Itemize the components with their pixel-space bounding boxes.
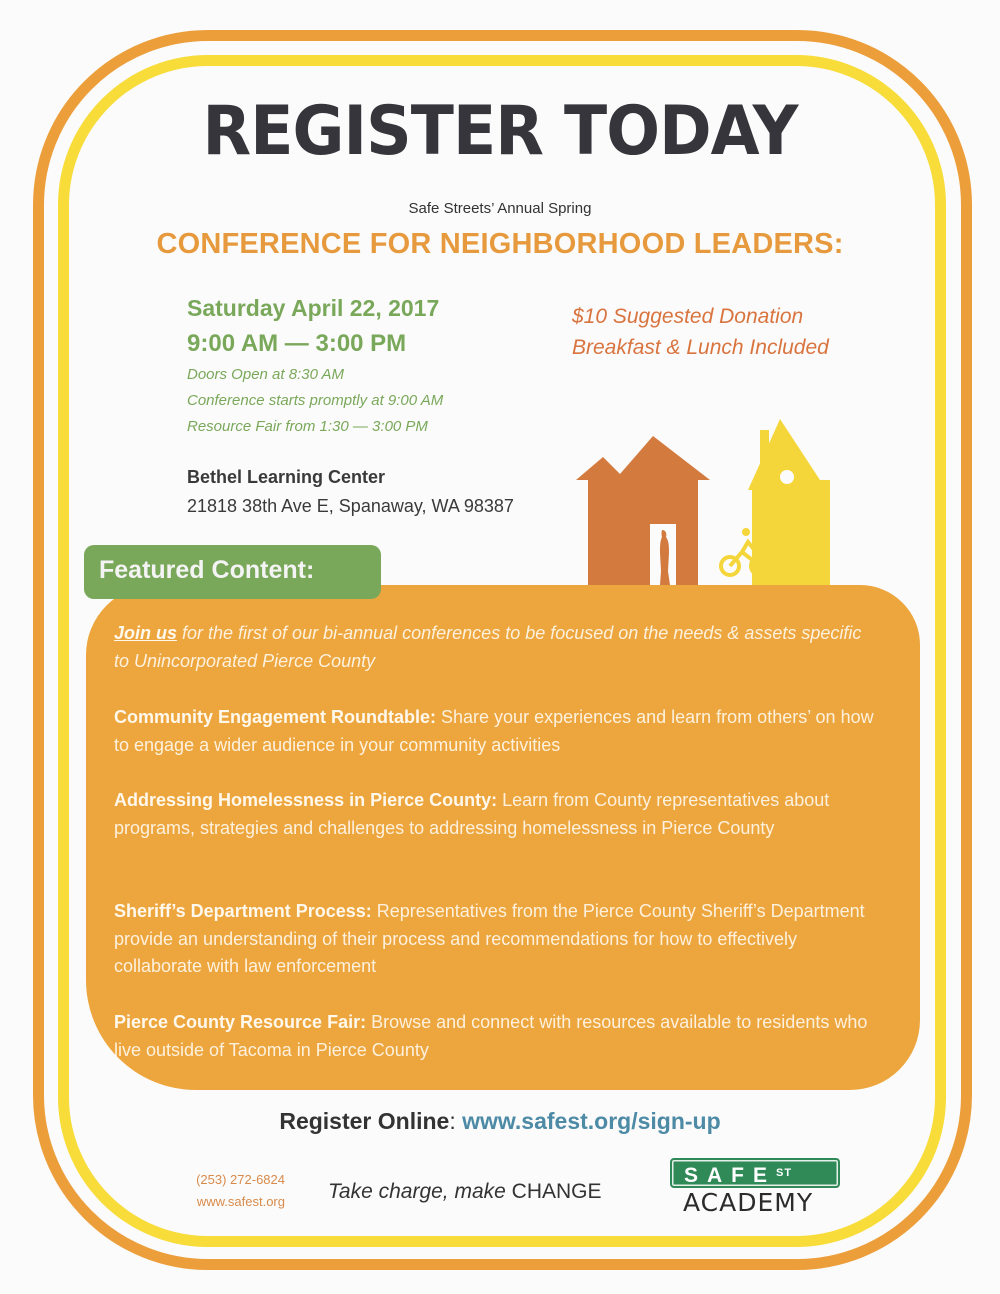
houses-illustration (570, 412, 850, 592)
orange-house-icon (576, 436, 710, 592)
item-text: Browse and connect with resources available to residents who live outside of Tacoma in Pierce County (114, 1012, 868, 1060)
register-url-link[interactable]: www.safest.org/sign-up (462, 1108, 721, 1134)
meals-text: Breakfast & Lunch Included (572, 336, 829, 359)
intro-text: for the first of our bi-annual conferences to be focused on the needs & assets specific to Unincorporated Pierce County (114, 623, 862, 671)
sign-superscript: ST (776, 1167, 793, 1179)
resource-fair-time-text: Resource Fair from 1:30 — 3:00 PM (187, 418, 428, 435)
register-colon: : (449, 1108, 463, 1134)
venue-address: 21818 38th Ave E, Spanaway, WA 98387 (187, 496, 514, 516)
featured-content-tab: Featured Content: (84, 545, 381, 599)
safe-st-street-sign-logo (670, 1158, 840, 1188)
item-heading: Pierce County Resource Fair: (114, 1012, 367, 1032)
sign-text: SAFE (684, 1164, 777, 1187)
tagline-italic: Take charge, make (328, 1180, 512, 1203)
featured-item-resource-fair (114, 1009, 874, 1064)
conference-start-text: Conference starts promptly at 9:00 AM (187, 392, 444, 409)
event-date: Saturday April 22, 2017 (187, 295, 440, 321)
doors-open-text: Doors Open at 8:30 AM (187, 366, 345, 383)
register-label: Register Online (279, 1108, 450, 1134)
conference-title: CONFERENCE FOR NEIGHBORHOOD LEADERS: (156, 228, 844, 260)
item-heading: Addressing Homelessness in Pierce County: (114, 790, 498, 810)
subtitle: Safe Streets’ Annual Spring (408, 200, 592, 217)
donation-text: $10 Suggested Donation (572, 305, 804, 328)
item-heading: Sheriff’s Department Process: (114, 901, 372, 921)
item-text: Learn from County representatives about programs, strategies and challenges to addressing homelessness in Pierce County (114, 790, 830, 838)
page-title: REGISTER TODAY (202, 92, 798, 171)
website-link[interactable]: www.safest.org (196, 1194, 285, 1209)
item-text: Share your experiences and learn from others’ on how to engage a wider audience in your community activities (114, 707, 874, 755)
intro-paragraph (114, 620, 874, 675)
featured-item-sheriff (114, 898, 874, 981)
phone-number: (253) 272-6824 (196, 1172, 285, 1187)
tagline-change: CHANGE (511, 1180, 602, 1203)
item-heading: Community Engagement Roundtable: (114, 707, 437, 727)
featured-item-homelessness (114, 787, 874, 842)
register-online-line (0, 1108, 1000, 1135)
event-time: 9:00 AM — 3:00 PM (187, 330, 407, 357)
academy-logo-text: ACADEMY (683, 1188, 814, 1217)
intro-lead: Join us (114, 623, 178, 643)
yellow-house-icon (748, 419, 830, 592)
item-text: Representatives from the Pierce County Sheriff’s Department provide an understanding of their process and recommendations for how to effectively collaborate with law enforcement (114, 901, 865, 976)
tagline (328, 1180, 602, 1204)
featured-item-roundtable (114, 704, 874, 759)
venue-name: Bethel Learning Center (187, 467, 386, 487)
